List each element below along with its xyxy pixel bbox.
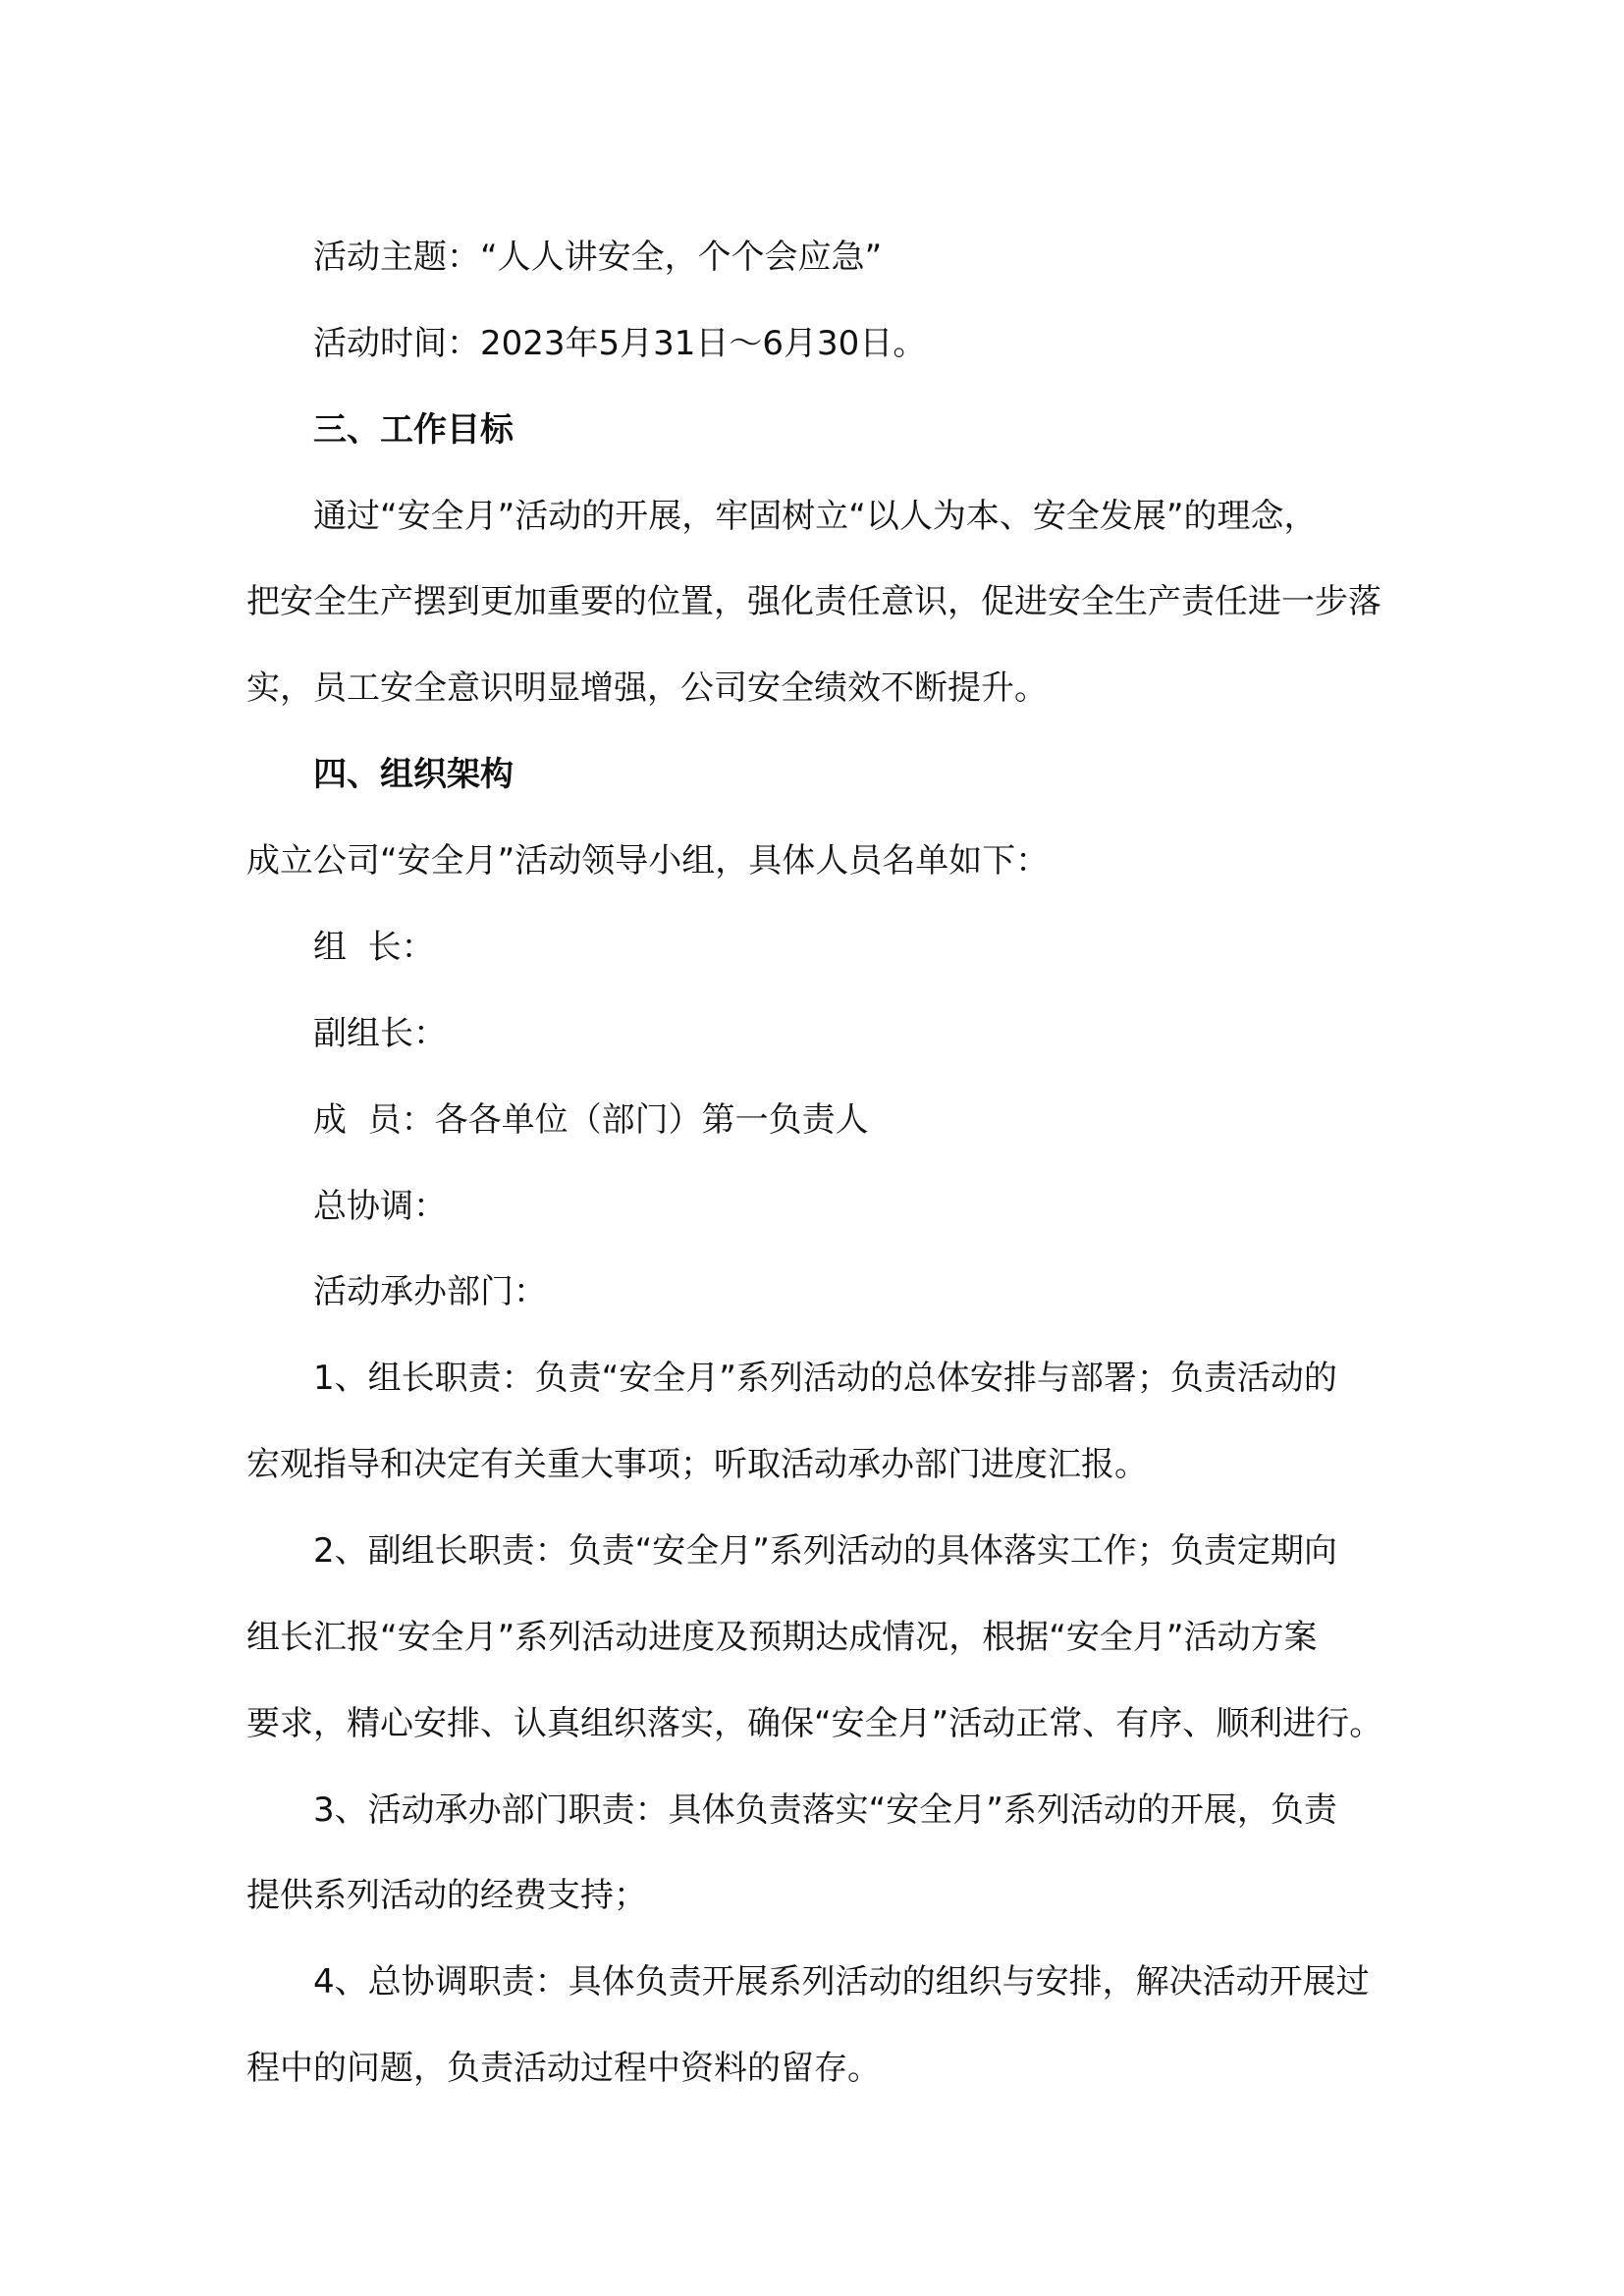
member-host-department: 活动承办部门： <box>313 1272 547 1311</box>
section-heading-goals: 三、工作目标 <box>313 410 514 450</box>
goals-paragraph-line: 把安全生产摆到更加重要的位置，强化责任意识，促进安全生产责任进一步落 <box>246 582 1381 621</box>
member-leader: 组 长： <box>313 928 435 967</box>
duty-coordinator-line: 4、总协调职责：具体负责开展系列活动的组织与安排，解决活动开展过 <box>313 1962 1370 2002</box>
member-deputy-leader: 副组长： <box>313 1014 447 1053</box>
section-heading-organization: 四、组织架构 <box>313 755 514 794</box>
member-members: 成 员：各各单位（部门）第一负责人 <box>313 1100 869 1140</box>
duty-deputy-line: 组长汇报“安全月”系列活动进度及预期达成情况，根据“安全月”活动方案 <box>246 1618 1318 1657</box>
organization-intro: 成立公司“安全月”活动领导小组，具体人员名单如下： <box>246 841 1050 881</box>
goals-paragraph-line: 实，员工安全意识明显增强，公司安全绩效不断提升。 <box>246 668 1048 708</box>
duty-coordinator-line: 程中的问题，负责活动过程中资料的留存。 <box>246 2049 881 2088</box>
duty-host-department-line: 提供系列活动的经费支持； <box>246 1876 647 1915</box>
activity-time: 活动时间：2023年5月31日～6月30日。 <box>313 324 927 363</box>
activity-theme: 活动主题：“人人讲安全，个个会应急” <box>313 238 883 277</box>
duty-leader-line: 宏观指导和决定有关重大事项；听取活动承办部门进度汇报。 <box>246 1445 1148 1484</box>
goals-paragraph-line: 通过“安全月”活动的开展，牢固树立“以人为本、安全发展”的理念， <box>313 497 1318 536</box>
member-coordinator: 总协调： <box>313 1187 447 1226</box>
duty-deputy-line: 2、副组长职责：负责“安全月”系列活动的具体落实工作；负责定期向 <box>313 1531 1337 1571</box>
duty-deputy-line: 要求，精心安排、认真组织落实，确保“安全月”活动正常、有序、顺利进行。 <box>246 1704 1383 1743</box>
duty-host-department-line: 3、活动承办部门职责：具体负责落实“安全月”系列活动的开展，负责 <box>313 1790 1337 1830</box>
duty-leader-line: 1、组长职责：负责“安全月”系列活动的总体安排与部署；负责活动的 <box>313 1359 1337 1398</box>
